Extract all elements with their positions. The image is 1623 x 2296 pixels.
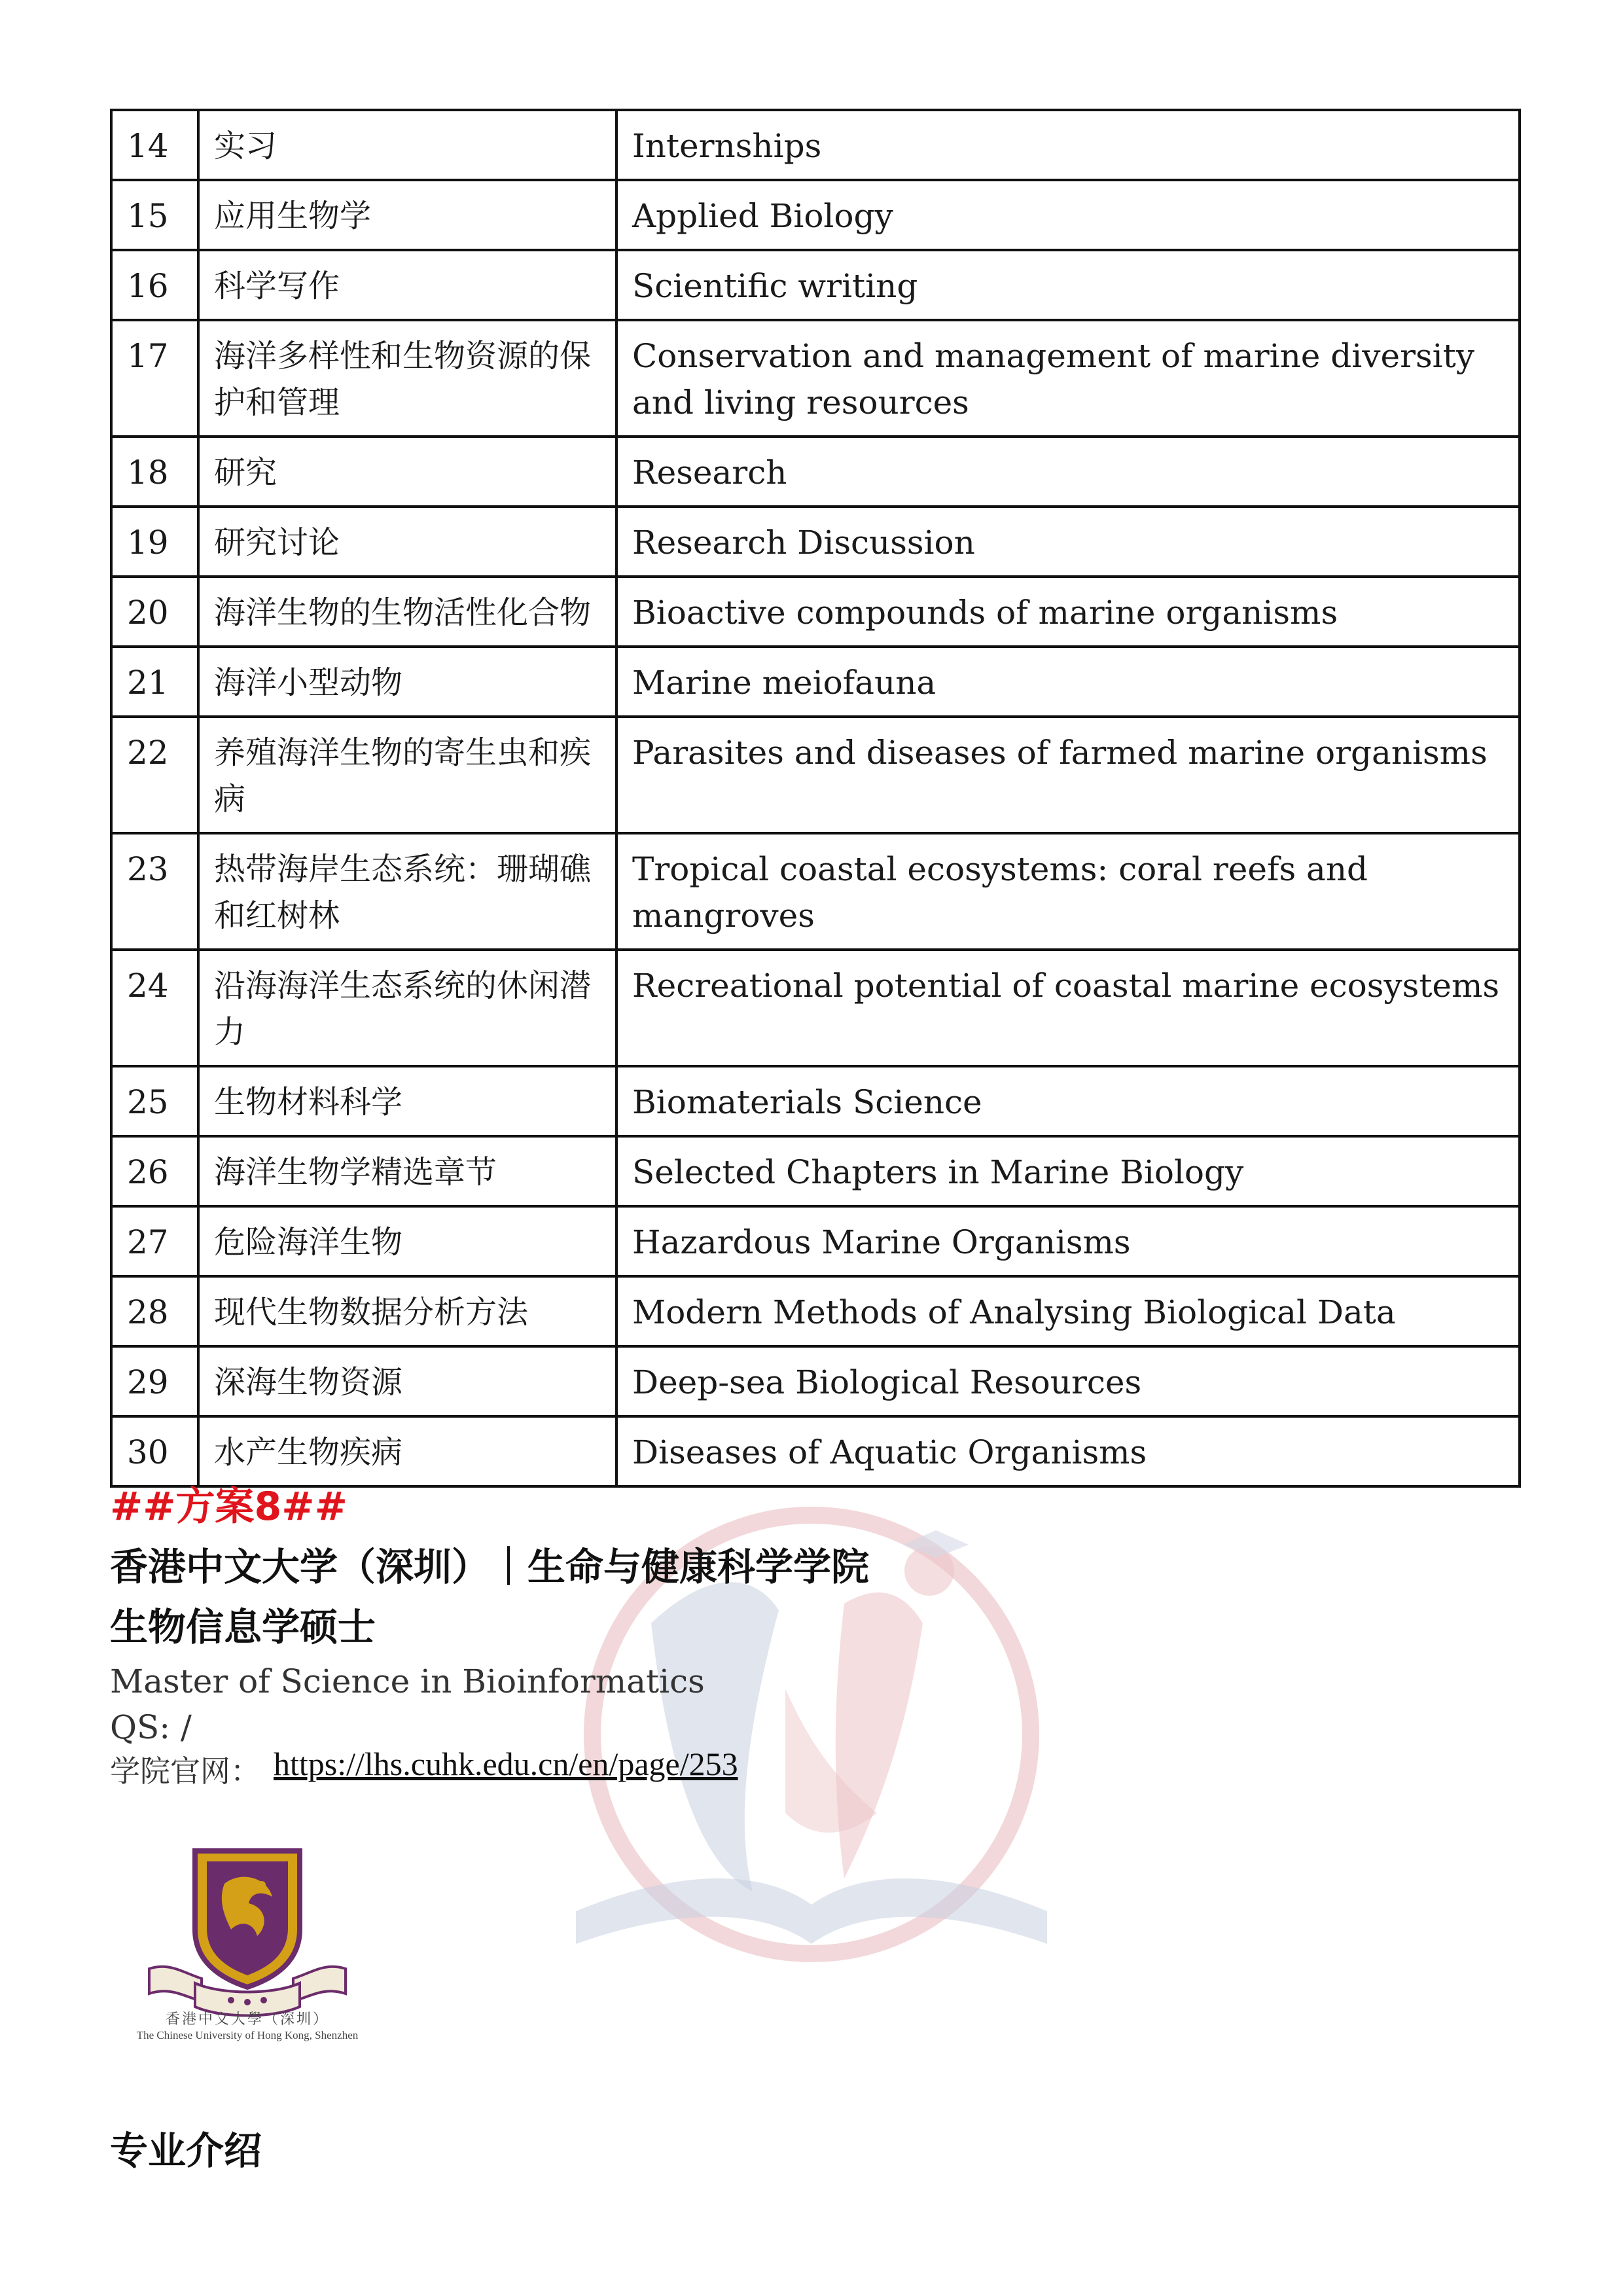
program-title-en: Master of Science in Bioinformatics [110, 1662, 705, 1700]
course-name-en: Diseases of Aquatic Organisms [616, 1416, 1520, 1486]
course-name-en: Bioactive compounds of marine organisms [616, 577, 1520, 647]
course-name-en: Internships [616, 110, 1520, 180]
course-number: 14 [111, 110, 198, 180]
course-name-zh: 科学写作 [198, 250, 616, 320]
course-name-en: Biomaterials Science [616, 1066, 1520, 1136]
course-name-zh: 应用生物学 [198, 180, 616, 250]
course-number: 28 [111, 1276, 198, 1346]
course-name-zh: 海洋生物的生物活性化合物 [198, 577, 616, 647]
table-row [111, 507, 1520, 577]
qs-ranking: QS: / [110, 1708, 192, 1746]
course-name-zh: 热带海岸生态系统：珊瑚礁和红树林 [198, 833, 616, 950]
course-number: 30 [111, 1416, 198, 1486]
table-row [111, 180, 1520, 250]
table-row [111, 1206, 1520, 1276]
course-name-en: Scientific writing [616, 250, 1520, 320]
course-name-en: Research [616, 437, 1520, 507]
table-row [111, 1346, 1520, 1416]
course-number: 15 [111, 180, 198, 250]
course-number: 25 [111, 1066, 198, 1136]
course-table-body [111, 110, 1520, 1486]
course-name-en: Modern Methods of Analysing Biological Data [616, 1276, 1520, 1346]
course-number: 20 [111, 577, 198, 647]
course-name-zh: 研究讨论 [198, 507, 616, 577]
course-name-zh: 海洋小型动物 [198, 647, 616, 717]
course-name-zh: 养殖海洋生物的寄生虫和疾病 [198, 717, 616, 833]
logo-caption-zh: 香港中文大學（深圳） [165, 2011, 329, 2028]
course-name-zh: 生物材料科学 [198, 1066, 616, 1136]
website-row [110, 1748, 738, 1794]
table-row [111, 320, 1520, 437]
table-row [111, 950, 1520, 1066]
course-name-en: Recreational potential of coastal marine ecosystems [616, 950, 1520, 1066]
website-label: 学院官网： [110, 1753, 260, 1789]
course-name-en: Applied Biology [616, 180, 1520, 250]
course-name-en: Marine meiofauna [616, 647, 1520, 717]
table-row [111, 250, 1520, 320]
course-number: 18 [111, 437, 198, 507]
course-number: 23 [111, 833, 198, 950]
table-row [111, 647, 1520, 717]
table-row [111, 577, 1520, 647]
course-number: 16 [111, 250, 198, 320]
table-row [111, 110, 1520, 180]
course-number: 29 [111, 1346, 198, 1416]
course-number: 22 [111, 717, 198, 833]
course-name-zh: 深海生物资源 [198, 1346, 616, 1416]
logo-caption-en: The Chinese University of Hong Kong, Shenzhen [136, 2029, 359, 2041]
table-row [111, 1066, 1520, 1136]
course-name-zh: 研究 [198, 437, 616, 507]
table-row [111, 717, 1520, 833]
table-row [111, 833, 1520, 950]
course-name-en: Deep-sea Biological Resources [616, 1346, 1520, 1416]
plan-heading: ##方案8## [110, 1484, 348, 1530]
table-row [111, 1136, 1520, 1206]
table-row [111, 1276, 1520, 1346]
course-name-zh: 海洋多样性和生物资源的保护和管理 [198, 320, 616, 437]
website-link[interactable]: https://lhs.cuhk.edu.cn/en/page/253 [274, 1746, 738, 1782]
course-number: 27 [111, 1206, 198, 1276]
course-name-zh: 实习 [198, 110, 616, 180]
table-row [111, 437, 1520, 507]
course-name-zh: 海洋生物学精选章节 [198, 1136, 616, 1206]
course-number: 21 [111, 647, 198, 717]
course-name-en: Selected Chapters in Marine Biology [616, 1136, 1520, 1206]
school-name: 香港中文大学（深圳）｜生命与健康科学学院 [110, 1545, 870, 1589]
course-name-en: Parasites and diseases of farmed marine organisms [616, 717, 1520, 833]
course-number: 24 [111, 950, 198, 1066]
course-table [110, 109, 1521, 1488]
course-name-zh: 现代生物数据分析方法 [198, 1276, 616, 1346]
course-name-en: Hazardous Marine Organisms [616, 1206, 1520, 1276]
course-name-zh: 沿海海洋生态系统的休闲潜力 [198, 950, 616, 1066]
course-name-en: Tropical coastal ecosystems: coral reefs and mangroves [616, 833, 1520, 950]
program-title-zh: 生物信息学硕士 [110, 1605, 376, 1649]
course-name-zh: 危险海洋生物 [198, 1206, 616, 1276]
course-name-zh: 水产生物疾病 [198, 1416, 616, 1486]
program-intro-heading: 专业介绍 [110, 2128, 262, 2173]
course-name-en: Conservation and management of marine diversity and living resources [616, 320, 1520, 437]
course-number: 19 [111, 507, 198, 577]
course-number: 17 [111, 320, 198, 437]
course-name-en: Research Discussion [616, 507, 1520, 577]
course-number: 26 [111, 1136, 198, 1206]
